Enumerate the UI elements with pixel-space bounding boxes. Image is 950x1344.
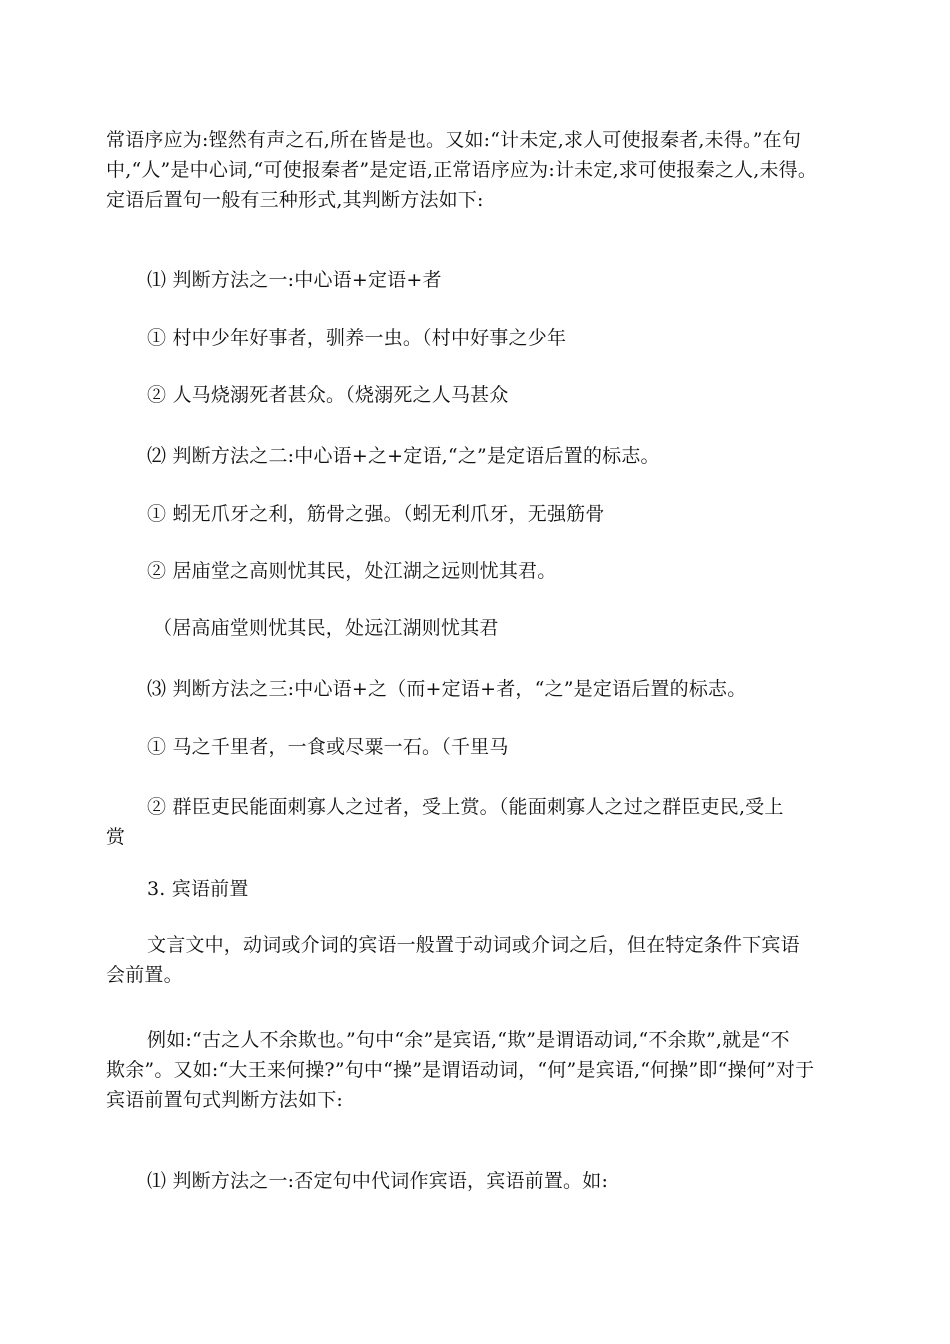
- section3-paragraph-2: [106, 1025, 846, 1115]
- method3-example-2-line-2: 赏: [106, 826, 126, 848]
- intro-paragraph: [106, 125, 846, 215]
- section3-para2-line-3: 宾语前置句式判断方法如下:: [106, 1089, 344, 1111]
- method3-heading: ⑶ 判断方法之三:中心语+之（而+定语+者，“之”是定语后置的标志。: [147, 678, 747, 700]
- method3-example-2: [106, 792, 846, 852]
- section3-para2-line-1: 例如:“古之人不余欺也。”句中“余”是宾语,“欺”是谓语动词,“不余欺”,就是“不: [147, 1029, 790, 1051]
- intro-line-2: 中,“人”是中心词,“可使报秦者”是定语,正常语序应为:计未定,求可使报秦之人,未得。: [106, 159, 818, 181]
- section3-title: 3. 宾语前置: [147, 878, 249, 900]
- method2-example-1: ① 蚓无爪牙之利，筋骨之强。（蚓无利爪牙，无强筋骨: [147, 503, 605, 525]
- intro-line-3: 定语后置句一般有三种形式,其判断方法如下:: [106, 189, 484, 211]
- method3-example-1: ① 马之千里者，一食或尽粟一石。（千里马: [147, 736, 509, 758]
- method2-heading: ⑵ 判断方法之二:中心语+之+定语,“之”是定语后置的标志。: [147, 445, 660, 467]
- method1-example-2: ② 人马烧溺死者甚众。（烧溺死之人马甚众: [147, 384, 509, 406]
- method2-example-2-note: （居高庙堂则忧其民，处远江湖则忧其君: [153, 617, 499, 639]
- method3-example-2-line-1: ② 群臣吏民能面刺寡人之过者，受上赏。（能面刺寡人之过之群臣吏民,受上: [147, 796, 784, 818]
- section3-method1-heading: ⑴ 判断方法之一:否定句中代词作宾语，宾语前置。如:: [147, 1170, 609, 1192]
- intro-line-1: 常语序应为:铿然有声之石,所在皆是也。又如:“计未定,求人可使报秦者,未得。”在句: [106, 129, 802, 151]
- section3-paragraph-1: [106, 930, 846, 990]
- method2-example-2: ② 居庙堂之高则忧其民，处江湖之远则忧其君。: [147, 560, 557, 582]
- method1-example-1: ① 村中少年好事者，驯养一虫。（村中好事之少年: [147, 327, 567, 349]
- section3-para2-line-2: 欺余”。又如:“大王来何操?”句中“操”是谓语动词，“何”是宾语,“何操”即“操何”对于: [106, 1059, 815, 1081]
- section3-para1-line-2: 会前置。: [106, 964, 183, 986]
- method1-heading: ⑴ 判断方法之一:中心语+定语+者: [147, 269, 442, 291]
- section3-para1-line-1: 文言文中，动词或介词的宾语一般置于动词或介词之后，但在特定条件下宾语: [147, 934, 800, 956]
